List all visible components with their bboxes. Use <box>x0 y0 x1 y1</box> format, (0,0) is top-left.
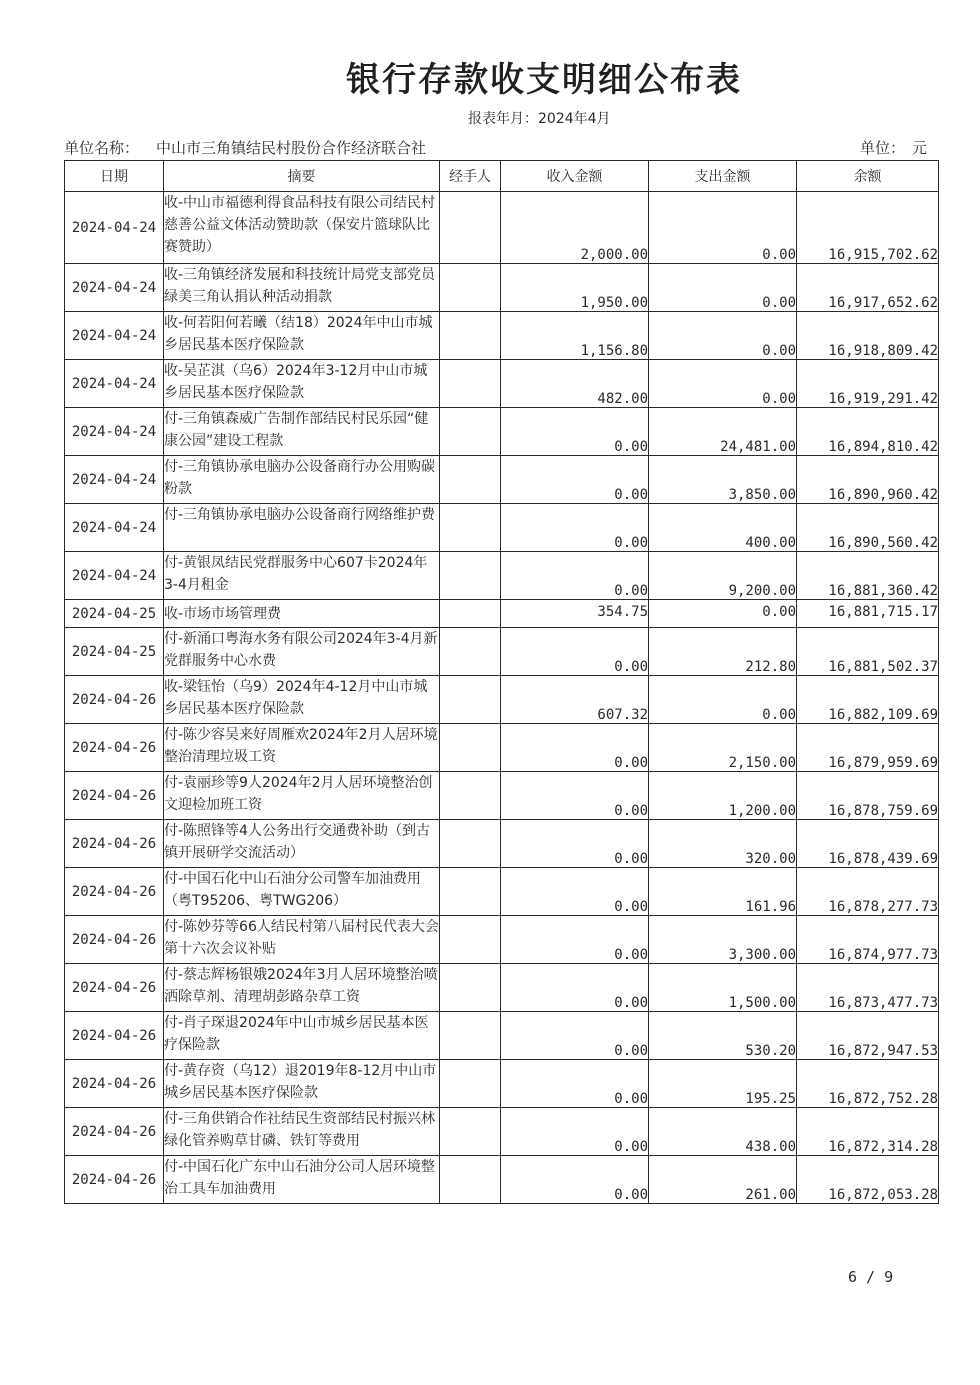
row-expense: 320.00 <box>649 820 797 868</box>
row-date: 2024-04-24 <box>65 264 164 312</box>
row-balance: 16,874,977.73 <box>797 916 939 964</box>
row-income: 482.00 <box>501 360 649 408</box>
row-income: 0.00 <box>501 552 649 600</box>
row-expense: 0.00 <box>649 192 797 264</box>
row-balance: 16,881,502.37 <box>797 628 939 676</box>
row-handler <box>440 456 501 504</box>
row-expense: 400.00 <box>649 504 797 552</box>
row-income: 0.00 <box>501 408 649 456</box>
table-header-row <box>65 161 939 192</box>
column-header-handler: 经手人 <box>440 161 501 192</box>
page-title: 银行存款收支明细公布表 <box>346 60 742 100</box>
table-row <box>65 600 939 628</box>
column-header-balance: 余额 <box>797 161 939 192</box>
row-income: 0.00 <box>501 1060 649 1108</box>
row-expense: 2,150.00 <box>649 724 797 772</box>
row-expense: 0.00 <box>649 312 797 360</box>
table-row <box>65 1156 939 1204</box>
row-summary: 付-肖子琛退2024年中山市城乡居民基本医疗保险款 <box>164 1012 440 1060</box>
row-handler <box>440 772 501 820</box>
row-summary: 付-新涌口粤海水务有限公司2024年3-4月新党群服务中心水费 <box>164 628 440 676</box>
table-row <box>65 820 939 868</box>
row-expense: 161.96 <box>649 868 797 916</box>
row-balance: 16,881,360.42 <box>797 552 939 600</box>
row-handler <box>440 1060 501 1108</box>
table-row <box>65 916 939 964</box>
row-handler <box>440 504 501 552</box>
row-expense: 0.00 <box>649 264 797 312</box>
row-summary: 付-蔡志辉杨银娥2024年3月人居环境整治喷洒除草剂、清理胡彭路杂草工资 <box>164 964 440 1012</box>
row-expense: 3,850.00 <box>649 456 797 504</box>
row-date: 2024-04-26 <box>65 724 164 772</box>
table-row <box>65 408 939 456</box>
row-handler <box>440 916 501 964</box>
row-summary: 付-中国石化中山石油分公司警车加油费用（粤T95206、粤TWG206） <box>164 868 440 916</box>
row-date: 2024-04-26 <box>65 868 164 916</box>
row-summary: 收-梁钰怡（乌9）2024年4-12月中山市城乡居民基本医疗保险款 <box>164 676 440 724</box>
column-header-income: 收入金额 <box>501 161 649 192</box>
row-summary: 付-袁丽珍等9人2024年2月人居环境整治创文迎检加班工资 <box>164 772 440 820</box>
row-summary: 收-吴芷淇（乌6）2024年3-12月中山市城乡居民基本医疗保险款 <box>164 360 440 408</box>
row-handler <box>440 628 501 676</box>
row-income: 2,000.00 <box>501 192 649 264</box>
row-income: 0.00 <box>501 868 649 916</box>
row-handler <box>440 820 501 868</box>
table-row <box>65 1012 939 1060</box>
row-summary: 付-三角镇协承电脑办公设备商行网络维护费 <box>164 504 440 552</box>
row-date: 2024-04-24 <box>65 360 164 408</box>
row-balance: 16,873,477.73 <box>797 964 939 1012</box>
row-income: 0.00 <box>501 724 649 772</box>
row-income: 0.00 <box>501 820 649 868</box>
row-income: 1,950.00 <box>501 264 649 312</box>
table-row <box>65 724 939 772</box>
row-income: 0.00 <box>501 504 649 552</box>
row-date: 2024-04-24 <box>65 192 164 264</box>
row-balance: 16,872,752.28 <box>797 1060 939 1108</box>
unit-name-label: 单位名称： <box>64 139 140 157</box>
row-summary: 收-中山市福德利得食品科技有限公司结民村慈善公益文体活动赞助款（保安片篮球队比赛赞助） <box>164 192 440 264</box>
row-expense: 1,500.00 <box>649 964 797 1012</box>
row-balance: 16,881,715.17 <box>797 600 939 628</box>
row-handler <box>440 552 501 600</box>
row-date: 2024-04-24 <box>65 456 164 504</box>
row-date: 2024-04-25 <box>65 628 164 676</box>
table-row <box>65 772 939 820</box>
row-date: 2024-04-25 <box>65 600 164 628</box>
row-date: 2024-04-26 <box>65 1156 164 1204</box>
row-expense: 0.00 <box>649 360 797 408</box>
row-summary: 付-黄银凤结民党群服务中心607卡2024年3-4月租金 <box>164 552 440 600</box>
row-expense: 438.00 <box>649 1108 797 1156</box>
row-balance: 16,879,959.69 <box>797 724 939 772</box>
row-balance: 16,872,947.53 <box>797 1012 939 1060</box>
row-expense: 261.00 <box>649 1156 797 1204</box>
row-expense: 530.20 <box>649 1012 797 1060</box>
table-row <box>65 456 939 504</box>
row-balance: 16,878,277.73 <box>797 868 939 916</box>
ledger-table <box>64 160 939 1204</box>
row-income: 0.00 <box>501 1012 649 1060</box>
row-handler <box>440 264 501 312</box>
table-row <box>65 868 939 916</box>
row-income: 0.00 <box>501 916 649 964</box>
row-handler <box>440 1108 501 1156</box>
row-income: 354.75 <box>501 600 649 628</box>
row-handler <box>440 360 501 408</box>
row-handler <box>440 724 501 772</box>
ledger-body <box>65 192 939 1204</box>
row-date: 2024-04-26 <box>65 1060 164 1108</box>
row-date: 2024-04-26 <box>65 1012 164 1060</box>
row-income: 0.00 <box>501 456 649 504</box>
row-date: 2024-04-26 <box>65 1108 164 1156</box>
row-handler <box>440 600 501 628</box>
row-summary: 付-三角供销合作社结民生资部结民村振兴林绿化管养购草甘磷、铁钉等费用 <box>164 1108 440 1156</box>
row-balance: 16,890,560.42 <box>797 504 939 552</box>
row-handler <box>440 312 501 360</box>
row-expense: 24,481.00 <box>649 408 797 456</box>
table-row <box>65 192 939 264</box>
column-header-summary: 摘要 <box>164 161 440 192</box>
row-expense: 9,200.00 <box>649 552 797 600</box>
row-handler <box>440 1012 501 1060</box>
table-row <box>65 360 939 408</box>
row-balance: 16,878,439.69 <box>797 820 939 868</box>
row-balance: 16,919,291.42 <box>797 360 939 408</box>
row-balance: 16,872,053.28 <box>797 1156 939 1204</box>
row-balance: 16,878,759.69 <box>797 772 939 820</box>
row-summary: 付-黄存资（乌12）退2019年8-12月中山市城乡居民基本医疗保险款 <box>164 1060 440 1108</box>
row-expense: 0.00 <box>649 676 797 724</box>
row-summary: 付-中国石化广东中山石油分公司人居环境整治工具车加油费用 <box>164 1156 440 1204</box>
row-handler <box>440 964 501 1012</box>
row-date: 2024-04-26 <box>65 964 164 1012</box>
row-balance: 16,872,314.28 <box>797 1108 939 1156</box>
row-balance: 16,894,810.42 <box>797 408 939 456</box>
unit-name: 中山市三角镇结民村股份合作经济联合社 <box>156 139 427 157</box>
table-row <box>65 676 939 724</box>
row-income: 0.00 <box>501 772 649 820</box>
row-summary: 收-三角镇经济发展和科技统计局党支部党员绿美三角认捐认种活动捐款 <box>164 264 440 312</box>
row-summary: 付-陈照锋等4人公务出行交通费补助（到古镇开展研学交流活动） <box>164 820 440 868</box>
row-income: 0.00 <box>501 1156 649 1204</box>
row-handler <box>440 408 501 456</box>
row-date: 2024-04-24 <box>65 312 164 360</box>
row-income: 0.00 <box>501 964 649 1012</box>
table-row <box>65 264 939 312</box>
column-header-expense: 支出金额 <box>649 161 797 192</box>
row-income: 0.00 <box>501 628 649 676</box>
table-row <box>65 964 939 1012</box>
report-period: 报表年月：2024年4月 <box>468 111 611 127</box>
row-expense: 195.25 <box>649 1060 797 1108</box>
row-date: 2024-04-26 <box>65 676 164 724</box>
table-row <box>65 1108 939 1156</box>
row-balance: 16,890,960.42 <box>797 456 939 504</box>
table-row <box>65 552 939 600</box>
table-row <box>65 504 939 552</box>
row-summary: 付-陈妙芬等66人结民村第八届村民代表大会第十六次会议补贴 <box>164 916 440 964</box>
row-balance: 16,882,109.69 <box>797 676 939 724</box>
row-date: 2024-04-24 <box>65 504 164 552</box>
row-income: 607.32 <box>501 676 649 724</box>
row-income: 0.00 <box>501 1108 649 1156</box>
row-summary: 收-市场市场管理费 <box>164 600 440 628</box>
row-summary: 付-三角镇森威广告制作部结民村民乐园“健康公园”建设工程款 <box>164 408 440 456</box>
row-balance: 16,918,809.42 <box>797 312 939 360</box>
table-row <box>65 1060 939 1108</box>
row-handler <box>440 1156 501 1204</box>
row-date: 2024-04-26 <box>65 820 164 868</box>
row-date: 2024-04-26 <box>65 916 164 964</box>
row-balance: 16,915,702.62 <box>797 192 939 264</box>
row-expense: 0.00 <box>649 600 797 628</box>
row-expense: 1,200.00 <box>649 772 797 820</box>
row-date: 2024-04-26 <box>65 772 164 820</box>
row-handler <box>440 192 501 264</box>
table-row <box>65 628 939 676</box>
row-date: 2024-04-24 <box>65 552 164 600</box>
row-balance: 16,917,652.62 <box>797 264 939 312</box>
row-income: 1,156.80 <box>501 312 649 360</box>
row-summary: 收-何若阳何若曦（结18）2024年中山市城乡居民基本医疗保险款 <box>164 312 440 360</box>
currency-unit-label: 单位： <box>860 139 906 157</box>
page-indicator: 6 / 9 <box>848 1268 894 1286</box>
row-date: 2024-04-24 <box>65 408 164 456</box>
table-row <box>65 312 939 360</box>
currency-unit: 元 <box>912 139 928 157</box>
row-summary: 付-三角镇协承电脑办公设备商行办公用购碳粉款 <box>164 456 440 504</box>
column-header-date: 日期 <box>65 161 164 192</box>
row-expense: 3,300.00 <box>649 916 797 964</box>
row-handler <box>440 676 501 724</box>
row-expense: 212.80 <box>649 628 797 676</box>
row-summary: 付-陈少容吴来好周雁欢2024年2月人居环境整治清理垃圾工资 <box>164 724 440 772</box>
row-handler <box>440 868 501 916</box>
